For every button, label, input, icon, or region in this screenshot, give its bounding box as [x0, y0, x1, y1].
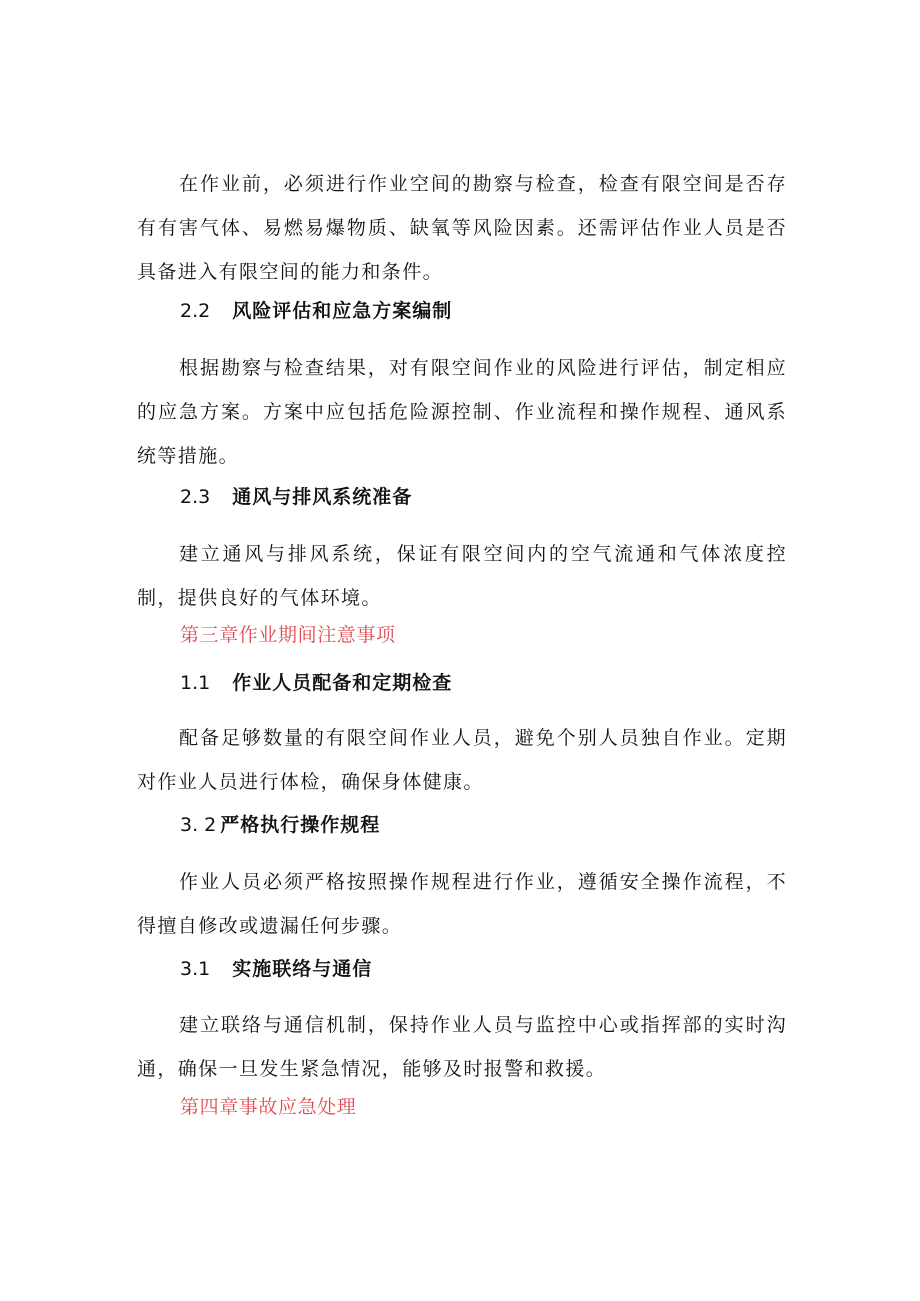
section-heading-2-2	[180, 296, 780, 326]
paragraph-procedures: 作业人员必须严格按照操作规程进行作业，遵循安全操作流程，不得擅自修改或遗漏任何步骤。	[137, 871, 787, 937]
paragraph-communication: 建立联络与通信机制，保持作业人员与监控中心或指挥部的实时沟通，确保一旦发生紧急情况，能够及时报警和救援。	[137, 1014, 787, 1080]
section-number: 2.3	[180, 486, 211, 508]
section-heading-2-3	[180, 482, 780, 512]
chapter-heading-4: 第四章事故应急处理	[180, 1096, 357, 1118]
section-title: 实施联络与通信	[232, 958, 373, 980]
section-title: 严格执行操作规程	[220, 814, 381, 836]
paragraph-risk-assessment: 根据勘察与检查结果，对有限空间作业的风险进行评估，制定相应的应急方案。方案中应包括危险源控制、作业流程和操作规程、通风系统等措施。	[137, 357, 787, 467]
section-number: 3. 2	[180, 814, 217, 836]
section-heading-3-1	[180, 954, 780, 984]
chapter-heading-3: 第三章作业期间注意事项	[180, 624, 396, 646]
section-heading-1-1	[180, 668, 780, 698]
section-heading-3-2	[180, 810, 780, 840]
section-title: 风险评估和应急方案编制	[232, 300, 453, 322]
section-title: 通风与排风系统准备	[232, 486, 413, 508]
paragraph-ventilation: 建立通风与排风系统，保证有限空间内的空气流通和气体浓度控制，提供良好的气体环境。	[137, 543, 787, 609]
section-number: 1.1	[180, 672, 211, 694]
section-title: 作业人员配备和定期检查	[232, 672, 453, 694]
section-number: 2.2	[180, 300, 211, 322]
section-number: 3.1	[180, 958, 211, 980]
paragraph-staffing: 配备足够数量的有限空间作业人员，避免个别人员独自作业。定期对作业人员进行体检，确保身体健康。	[137, 727, 787, 793]
paragraph-site-survey: 在作业前，必须进行作业空间的勘察与检查，检查有限空间是否存有有害气体、易燃易爆物质、缺氧等风险因素。还需评估作业人员是否具备进入有限空间的能力和条件。	[137, 173, 787, 283]
